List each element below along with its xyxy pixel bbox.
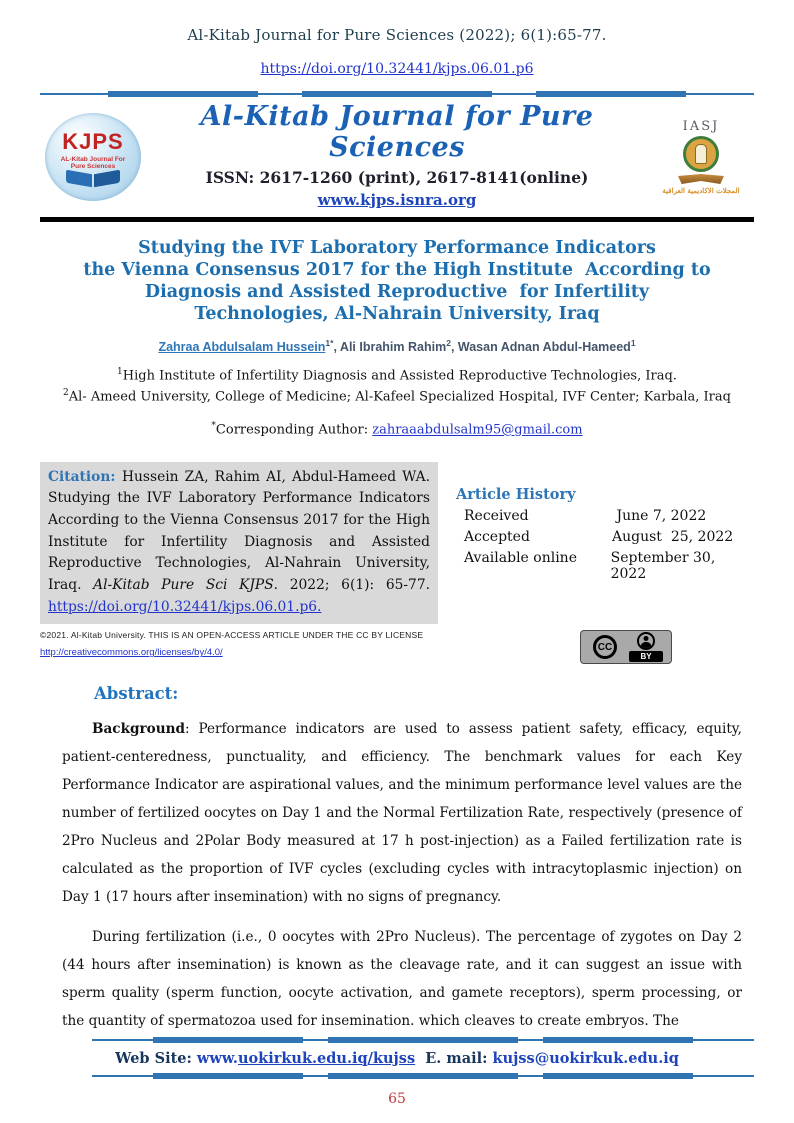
history-row-available-online [456, 550, 754, 582]
journal-header-line: Al-Kitab Journal for Pure Sciences (2022); 6(1):65-77. [187, 26, 607, 44]
author-3-superscript: 1 [630, 338, 636, 349]
author-2: Ali Ibrahim Rahim [339, 340, 447, 355]
affiliation-2-superscript: 2 [63, 387, 69, 398]
iasj-logo-caption: المجلات الاكاديمية العراقية [662, 186, 740, 195]
author-separator: , [450, 340, 458, 355]
article-title-line: Diagnosis and Assisted Reproductive for Infertility [144, 282, 650, 303]
journal-script-title: Al-Kitab Journal for Pure Sciences [200, 101, 594, 163]
footer-website-link[interactable] [197, 1050, 415, 1067]
affiliation-2-text: Al- Ameed University, College of Medicine; Al-Kafeel Specialized Hospital, IVF Center; Karbala, Iraq [68, 389, 731, 405]
web-site-label: Web Site: [115, 1050, 197, 1067]
article-title [40, 237, 754, 325]
license-text: ©2021. Al-Kitab University. THIS IS AN OPEN-ACCESS ARTICLE UNDER THE CC BY LICENSE [40, 630, 424, 641]
author-1-superscript: 1* [325, 338, 334, 349]
history-value: August 25, 2022 [612, 528, 734, 545]
citation-text: Hussein ZA, Rahim AI, Abdul-Hameed WA. Studying the IVF Laboratory Performance Indicators According to the Vienna Consensus 2017 for the High Institute for Infertility Diagnosis and Assisted Reproductive Technologies, Al-Nahrain University, Iraq. [48, 468, 431, 593]
abstract-heading: Abstract: [94, 684, 179, 704]
cc-icon: CC [593, 635, 617, 659]
kjps-logo-circle [45, 113, 141, 201]
iasj-figure-icon [695, 144, 707, 164]
license-link[interactable]: http://creativecommons.org/licenses/by/4.0/ [40, 647, 223, 659]
author-2-superscript: 2 [446, 338, 451, 349]
abstract-paragraph-2: During fertilization (i.e., 0 oocytes with 2Pro Nucleus). The percentage of zygotes on Day 2 (44 hours after insemination) is known as the cleavage rate, and it can suggest an issue with sperm quality (sperm function, oocyte activation, and gamete receptors), sperm processing, or the quantity of spermatozoa used for insemination. which cleaves to create embryos. The [62, 929, 742, 1030]
authors-line [40, 338, 754, 354]
kjps-logo-caption: AL-Kitab Journal For Pure Sciences [60, 155, 126, 170]
web-link-prefix: www. [196, 1050, 238, 1067]
corresponding-superscript: * [211, 421, 216, 432]
author-3: Wasan Adnan Abdul-Hameed [457, 340, 631, 355]
license-block [40, 630, 423, 659]
article-title-line: the Vienna Consensus 2017 for the High Institute According to [83, 260, 711, 281]
iasj-book-icon [678, 174, 724, 184]
history-label: Available online [464, 549, 577, 566]
history-value: June 7, 2022 [612, 507, 707, 524]
journal-banner [40, 101, 754, 213]
article-history [456, 462, 754, 625]
kjps-logo [40, 111, 146, 203]
web-link-underlined: uokirkuk.edu.iq/kujss [237, 1050, 416, 1067]
affiliation-1-superscript: 1 [117, 367, 123, 378]
history-label: Accepted [464, 528, 530, 545]
article-history-heading: Article History [456, 485, 576, 503]
history-label: Received [464, 507, 529, 524]
article-title-line: Studying the IVF Laboratory Performance Indicators [138, 238, 656, 258]
history-value: September 30, 2022 [610, 549, 720, 582]
iasj-logo-acronym: IASJ [682, 119, 720, 134]
affiliation-1-text: High Institute of Infertility Diagnosis and Assisted Reproductive Technologies, Iraq. [122, 368, 677, 384]
affiliations [40, 366, 754, 407]
abstract-paragraph-1-text: : Performance indicators are used to assess patient safety, efficacy, equity, patient-centeredness, punctuality, and efficiency. The benchmark values for each Key Performance Indicator are aspirational values, and the minimum performance level values are the number of fertilized oocytes on Day 1 and the Normal Fertilization Rate, respectively (presence of 2Pro Nucleus and 2Polar Body measured at 17 h post-injection) as a Failed fertilization rate is calculated as the proportion of IVF cycles (excluding cycles with intracytoplasmic injection) on Day 1 (17 hours after insemination) with no signs of pregnancy. [62, 721, 742, 906]
citation-volume: . 2022; 6(1): 65-77. [273, 576, 430, 593]
abstract-paragraph-1 [62, 715, 742, 911]
iasj-logo [648, 109, 754, 205]
page-footer [40, 1037, 754, 1107]
banner-bottom-rule [40, 217, 754, 222]
corresponding-author-line [40, 421, 754, 437]
citation-journal-name: Al-Kitab Pure Sci KJPS [93, 576, 274, 593]
history-row-received [456, 508, 754, 524]
corresponding-email-link[interactable]: zahraaabdulsalm95@gmail.com [372, 422, 583, 438]
citation-label: Citation: [48, 468, 122, 485]
corresponding-label: Corresponding Author: [215, 422, 373, 438]
doi-link[interactable]: https://doi.org/10.32441/kjps.06.01.p6 [260, 61, 534, 77]
open-book-icon [66, 172, 120, 186]
author-1-link[interactable]: Zahraa Abdulsalam Hussein [158, 340, 326, 355]
affiliation-1 [40, 366, 754, 386]
footer-contact-line [40, 1050, 754, 1067]
footer-rule-top [92, 1037, 754, 1043]
kjps-logo-acronym: KJPS [62, 128, 124, 154]
attribution-person-icon [637, 632, 655, 650]
footer-rule-bottom [92, 1073, 754, 1079]
page-number: 65 [388, 1091, 406, 1107]
decorative-rule-top [40, 91, 754, 97]
issn-line: ISSN: 2617-1260 (print), 2617-8141(online) [205, 168, 589, 187]
iasj-emblem-icon [683, 136, 719, 172]
footer-email-link[interactable]: kujss@uokirkuk.edu.iq [492, 1050, 679, 1067]
journal-site-link[interactable]: www.kjps.isnra.org [317, 191, 477, 209]
by-label: BY [629, 651, 663, 662]
citation-doi-link[interactable]: https://doi.org/10.32441/kjps.06.01.p6. [48, 598, 322, 615]
email-label: E. mail: [415, 1050, 493, 1067]
article-title-line: Technologies, Al-Nahrain University, Iraq [194, 304, 600, 325]
citation-box [40, 462, 438, 625]
background-label: Background [92, 721, 185, 738]
affiliation-2 [40, 387, 754, 407]
author-separator: , [333, 340, 340, 355]
cc-by-badge[interactable] [580, 630, 672, 664]
history-row-accepted [456, 529, 754, 545]
